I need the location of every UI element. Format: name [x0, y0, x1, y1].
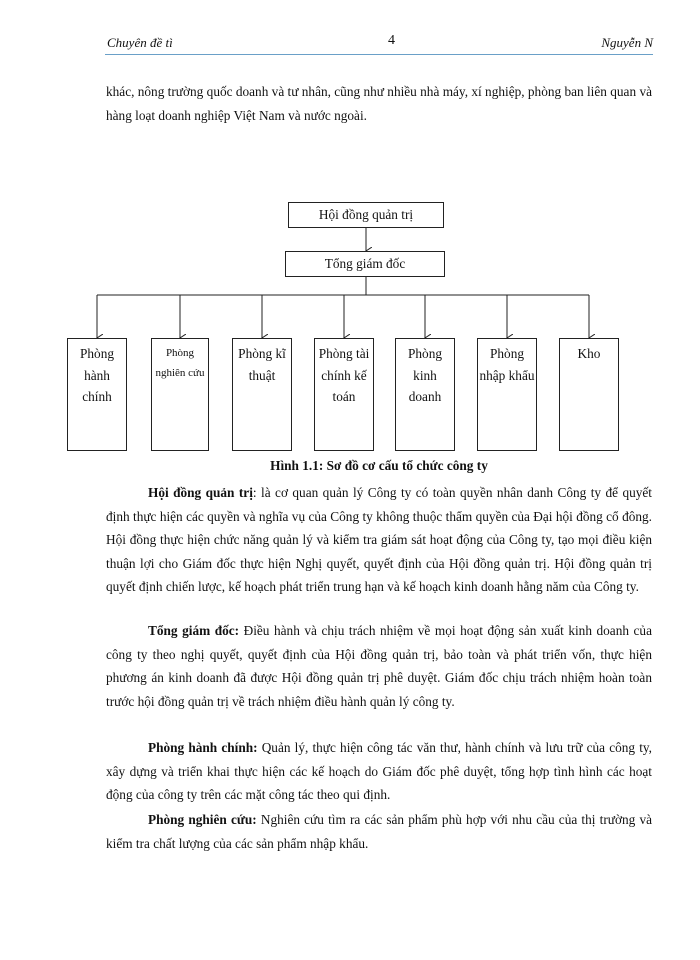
- paragraph-body: Nghiên cứu tìm ra các sản phẩm phù hợp với nhu cầu của thị trường và kiểm tra chất lượng của các sản phẩm nhập khẩu.: [106, 812, 652, 851]
- dept-box-import: Phòng nhập khẩu: [477, 338, 537, 451]
- general-director-box: Tổng giám đốc: [285, 251, 445, 277]
- dept-box-warehouse: Kho: [559, 338, 619, 451]
- intro-paragraph: khác, nông trường quốc doanh và tư nhân, cũng như nhiều nhà máy, xí nghiệp, phòng ban liên quan và hàng loạt doanh nghiệp Việt Nam và nước ngoài.: [106, 84, 652, 123]
- paragraph-board: [106, 481, 652, 599]
- dept-box-administration: Phòng hành chính: [67, 338, 127, 451]
- paragraph-title: Phòng nghiên cứu:: [148, 812, 257, 827]
- paragraph-body: Điều hành và chịu trách nhiệm về mọi hoạt động sản xuất kinh doanh của công ty theo nghị quyết, quyết định của Hội đồng quản trị, bảo toàn và phát triển vốn, thực hiện phương án kinh doanh đã được Hội đồng quản trị phê duyệt. Giám đốc chịu trách nhiệm hoàn toàn trước hội đồng quản trị về trách nhiệm điều hành quản lý công ty.: [106, 623, 652, 709]
- paragraph-title: Tổng giám đốc:: [148, 623, 240, 638]
- board-of-directors-box: Hội đồng quản trị: [288, 202, 444, 228]
- dept-box-technical: Phòng kĩ thuật: [232, 338, 292, 451]
- paragraph-administration: [106, 736, 652, 807]
- dept-box-research: Phòng nghiên cứu: [151, 338, 209, 451]
- figure-caption: Hình 1.1: Sơ đồ cơ cấu tổ chức công ty: [270, 458, 488, 473]
- paragraph-director: [106, 619, 652, 713]
- page-number: 4: [388, 33, 395, 48]
- header-left-text: Chuyên đề tì: [107, 35, 173, 50]
- paragraph-research: [106, 808, 652, 855]
- paragraph-body: Quản lý, thực hiện công tác văn thư, hành chính và lưu trữ của công ty, xây dựng và triển khai thực hiện các kế hoạch do Giám đốc phê duyệt, tổng hợp tình hình các hoạt động của công ty trên các mặt công tác theo qui định.: [106, 740, 652, 802]
- paragraph-title: Phòng hành chính:: [148, 740, 258, 755]
- header-right-text: Nguyễn N: [601, 35, 653, 50]
- paragraph-title: Hội đồng quản trị: [148, 485, 253, 500]
- dept-box-sales: Phòng kinh doanh: [395, 338, 455, 451]
- dept-box-finance: Phòng tài chính kế toán: [314, 338, 374, 451]
- paragraph-body: : là cơ quan quản lý Công ty có toàn quyền nhân danh Công ty để quyết định thực hiện các quyền và nghĩa vụ của Công ty không thuộc thẩm quyền của Đại hội đồng cổ đông. Hội đồng thực hiện chức năng quản lý và kiểm tra giám sát hoạt động của Công ty, tạo mọi điều kiện thuận lợi cho Giám đốc thực hiện Nghị quyết, quyết định của Hội đồng quản trị. Hội đồng quản trị quyết định chiến lược, kế hoạch phát triển trung hạn và kế hoạch kinh doanh hằng năm của Công ty.: [106, 485, 652, 594]
